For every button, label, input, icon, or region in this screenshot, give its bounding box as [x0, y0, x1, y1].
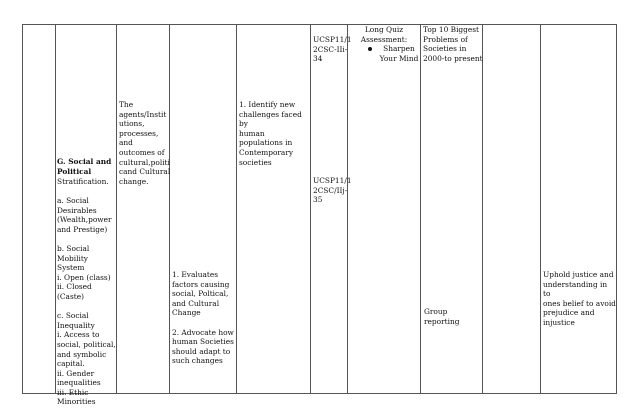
- column-border: [540, 24, 541, 394]
- column-border: [55, 24, 56, 394]
- assessment-bullet-text: Sharpen Your Mind: [379, 44, 419, 63]
- performance-standard: 1. Evaluates factors causing social, Poltical, and Cultural Change 2. Advocate how human Societies should adapt to such changes: [172, 270, 234, 366]
- row-border: [22, 24, 616, 25]
- topic-title-line: Stratification.: [57, 177, 109, 186]
- learning-competency: 1. Identify new challenges faced by human populations in Contemporary societies: [239, 100, 302, 167]
- assessment-title: Long Quiz Assessment:: [360, 25, 408, 44]
- topic-title-line: Political: [57, 167, 92, 176]
- column-border: [616, 24, 617, 394]
- column-border: [169, 24, 170, 394]
- activity-text: Group reporting: [424, 307, 460, 326]
- column-border: [482, 24, 483, 394]
- competency-code: UCSP11/1 2CSC/IIj- 35: [313, 176, 352, 205]
- activity-text: Top 10 Biggest Problems of Societies in 2000-to present: [423, 25, 483, 63]
- column-border: [22, 24, 23, 394]
- values-text: Uphold justice and understanding in to ones belief to avoid prejudice and injustice: [543, 270, 616, 327]
- competency-code: UCSP11/1 2CSC-IIi- 34: [313, 35, 352, 64]
- topic-body: a. Social Desirables (Wealth,power and Prestige) b. Social Mobility System i. Open (class) ii. Closed (Caste) c. Social Inequality i. Access to social, political, and symbolic capital. ii. Gender inequalities iii. Ethic Minorities: [57, 196, 116, 407]
- bullet-icon: [368, 47, 372, 51]
- content-standard: The agents/Instit utions, processes, and outcomes of cultural,politi cand Cultural change.: [119, 100, 171, 186]
- topic-title-line: G. Social and: [57, 157, 112, 166]
- column-border: [310, 24, 311, 394]
- assessment-bullet-item: [368, 44, 420, 63]
- column-border: [347, 24, 348, 394]
- column-border: [420, 24, 421, 394]
